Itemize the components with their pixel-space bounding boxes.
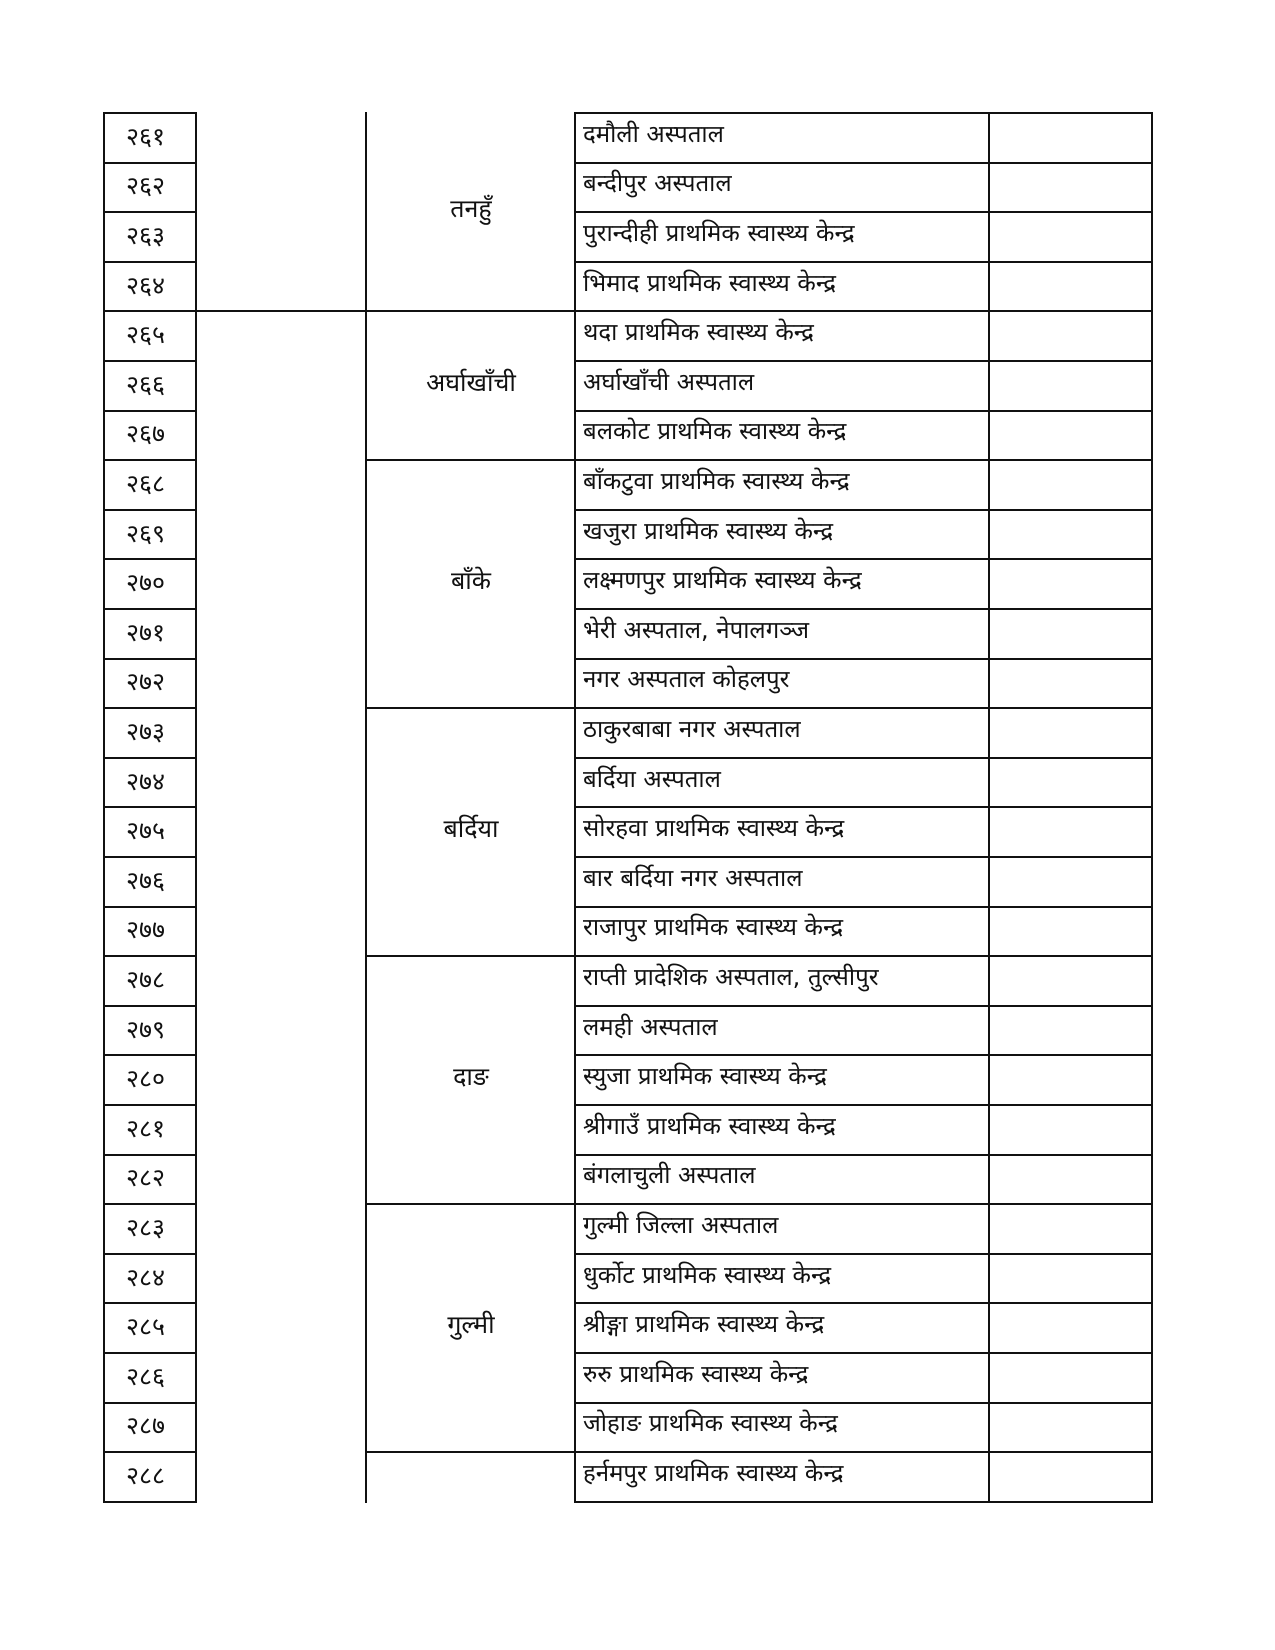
facility-row-divider bbox=[574, 558, 1153, 560]
facility-row-divider bbox=[574, 1501, 1153, 1503]
serial-row-divider bbox=[103, 757, 197, 759]
facility-row-divider bbox=[574, 1402, 1153, 1404]
serial-row-divider bbox=[103, 1451, 197, 1453]
serial-row-divider bbox=[103, 1104, 197, 1106]
serial-number: २७१ bbox=[126, 618, 166, 647]
serial-number: २७३ bbox=[126, 717, 166, 746]
serial-row-divider bbox=[103, 1501, 197, 1503]
facility-row-divider bbox=[574, 410, 1153, 412]
serial-row-divider bbox=[103, 806, 197, 808]
facility-name: भिमाद प्राथमिक स्वास्थ्य केन्द्र bbox=[583, 269, 837, 297]
facility-row-divider bbox=[574, 261, 1153, 263]
serial-number: २६२ bbox=[126, 171, 166, 200]
district-name: बर्दिया bbox=[443, 814, 499, 843]
serial-row-divider bbox=[103, 1154, 197, 1156]
serial-row-divider bbox=[103, 509, 197, 511]
serial-row-divider bbox=[103, 856, 197, 858]
facility-row-divider bbox=[574, 1104, 1153, 1106]
facility-row-divider bbox=[574, 757, 1153, 759]
serial-number: २८० bbox=[126, 1064, 166, 1093]
district-name: दाङ bbox=[453, 1062, 489, 1091]
facility-name: श्रीङ्गा प्राथमिक स्वास्थ्य केन्द्र bbox=[583, 1310, 825, 1338]
facility-name: सोरहवा प्राथमिक स्वास्थ्य केन्द्र bbox=[583, 814, 845, 842]
district-name: बाँके bbox=[451, 566, 491, 595]
facility-name: लक्ष्मणपुर प्राथमिक स्वास्थ्य केन्द्र bbox=[583, 566, 862, 594]
serial-number: २७२ bbox=[126, 667, 166, 696]
facility-row-divider bbox=[574, 806, 1153, 808]
facility-row-divider bbox=[574, 509, 1153, 511]
facility-row-divider bbox=[574, 1253, 1153, 1255]
facility-row-divider bbox=[574, 162, 1153, 164]
serial-row-divider bbox=[103, 112, 197, 114]
facility-name: श्रीगाउँ प्राथमिक स्वास्थ्य केन्द्र bbox=[583, 1112, 836, 1140]
serial-number: २६३ bbox=[126, 221, 166, 250]
serial-number: २६५ bbox=[126, 320, 166, 349]
facility-name: बलकोट प्राथमिक स्वास्थ्य केन्द्र bbox=[583, 417, 847, 445]
facility-row-divider bbox=[574, 1054, 1153, 1056]
facility-row-divider bbox=[574, 1302, 1153, 1304]
facility-name: जोहाङ प्राथमिक स्वास्थ्य केन्द्र bbox=[583, 1409, 838, 1437]
facility-row-divider bbox=[574, 906, 1153, 908]
facility-name: लमही अस्पताल bbox=[583, 1013, 718, 1041]
facility-row-divider bbox=[574, 608, 1153, 610]
serial-number: २६८ bbox=[126, 469, 166, 498]
facility-row-divider bbox=[574, 1203, 1153, 1205]
district-group-divider bbox=[365, 459, 576, 461]
facility-row-divider bbox=[574, 1352, 1153, 1354]
district-group-divider bbox=[365, 707, 576, 709]
serial-number: २८४ bbox=[126, 1263, 166, 1292]
facility-row-divider bbox=[574, 1154, 1153, 1156]
facility-name: बर्दिया अस्पताल bbox=[583, 765, 721, 793]
facility-name: थदा प्राथमिक स्वास्थ्य केन्द्र bbox=[583, 318, 814, 346]
serial-number: २६१ bbox=[126, 122, 166, 151]
facility-name: खजुरा प्राथमिक स्वास्थ्य केन्द्र bbox=[583, 517, 834, 545]
serial-row-divider bbox=[103, 459, 197, 461]
serial-row-divider bbox=[103, 906, 197, 908]
facility-name: रुरु प्राथमिक स्वास्थ्य केन्द्र bbox=[583, 1360, 809, 1388]
facility-name: राप्ती प्रादेशिक अस्पताल, तुल्सीपुर bbox=[583, 963, 879, 991]
serial-row-divider bbox=[103, 410, 197, 412]
facility-name: बार बर्दिया नगर अस्पताल bbox=[583, 864, 803, 892]
serial-number: २८२ bbox=[126, 1163, 166, 1192]
serial-number: २६४ bbox=[126, 271, 166, 300]
facility-row-divider bbox=[574, 360, 1153, 362]
serial-number: २७६ bbox=[126, 866, 166, 895]
serial-row-divider bbox=[103, 162, 197, 164]
facility-row-divider bbox=[574, 658, 1153, 660]
facility-name: बाँकटुवा प्राथमिक स्वास्थ्य केन्द्र bbox=[583, 467, 850, 495]
serial-number: २६७ bbox=[126, 419, 166, 448]
facility-row-divider bbox=[574, 459, 1153, 461]
district-group-divider bbox=[365, 955, 576, 957]
facility-name: ठाकुरबाबा नगर अस्पताल bbox=[583, 715, 801, 743]
facility-name: धुर्कोट प्राथमिक स्वास्थ्य केन्द्र bbox=[583, 1261, 832, 1289]
serial-row-divider bbox=[103, 261, 197, 263]
serial-row-divider bbox=[103, 608, 197, 610]
facility-name: स्युजा प्राथमिक स्वास्थ्य केन्द्र bbox=[583, 1062, 827, 1090]
serial-number: २८१ bbox=[126, 1114, 166, 1143]
serial-row-divider bbox=[103, 1203, 197, 1205]
serial-row-divider bbox=[103, 1005, 197, 1007]
serial-number: २७७ bbox=[126, 915, 166, 944]
serial-number: २६६ bbox=[126, 370, 166, 399]
serial-row-divider bbox=[103, 707, 197, 709]
district-name: अर्घाखाँची bbox=[426, 368, 516, 397]
serial-number: २६९ bbox=[126, 519, 166, 548]
group-divider-left bbox=[195, 310, 367, 312]
serial-row-divider bbox=[103, 658, 197, 660]
facility-name: हर्नमपुर प्राथमिक स्वास्थ्य केन्द्र bbox=[583, 1459, 844, 1487]
facility-row-divider bbox=[574, 1005, 1153, 1007]
facility-name: नगर अस्पताल कोहलपुर bbox=[583, 665, 790, 693]
serial-number: २७० bbox=[126, 568, 166, 597]
facility-row-divider bbox=[574, 707, 1153, 709]
serial-number: २८८ bbox=[126, 1461, 166, 1490]
district-group-divider bbox=[365, 1451, 576, 1453]
facility-row-divider bbox=[574, 211, 1153, 213]
facility-name: गुल्मी जिल्ला अस्पताल bbox=[583, 1211, 779, 1239]
serial-row-divider bbox=[103, 310, 197, 312]
serial-row-divider bbox=[103, 558, 197, 560]
district-group-divider bbox=[365, 1203, 576, 1205]
facility-name: भेरी अस्पताल, नेपालगञ्ज bbox=[583, 616, 810, 644]
serial-row-divider bbox=[103, 1302, 197, 1304]
district-name: तनहुँ bbox=[450, 194, 492, 223]
serial-number: २७८ bbox=[126, 965, 166, 994]
facility-name: बन्दीपुर अस्पताल bbox=[583, 169, 732, 197]
serial-row-divider bbox=[103, 1253, 197, 1255]
serial-row-divider bbox=[103, 1352, 197, 1354]
serial-row-divider bbox=[103, 211, 197, 213]
facility-row-divider bbox=[574, 856, 1153, 858]
serial-number: २८७ bbox=[126, 1411, 166, 1440]
facility-row-divider bbox=[574, 112, 1153, 114]
serial-row-divider bbox=[103, 360, 197, 362]
facility-name: राजापुर प्राथमिक स्वास्थ्य केन्द्र bbox=[583, 913, 844, 941]
serial-number: २८६ bbox=[126, 1362, 166, 1391]
facility-name: दमौली अस्पताल bbox=[583, 120, 724, 148]
serial-number: २७९ bbox=[126, 1015, 166, 1044]
serial-number: २७४ bbox=[126, 767, 166, 796]
facility-row-divider bbox=[574, 955, 1153, 957]
facility-name: अर्घाखाँची अस्पताल bbox=[583, 368, 755, 396]
serial-row-divider bbox=[103, 955, 197, 957]
facility-name: बंगलाचुली अस्पताल bbox=[583, 1161, 756, 1189]
serial-row-divider bbox=[103, 1402, 197, 1404]
facility-row-divider bbox=[574, 310, 1153, 312]
serial-row-divider bbox=[103, 1054, 197, 1056]
facility-name: पुरान्दीही प्राथमिक स्वास्थ्य केन्द्र bbox=[583, 219, 855, 247]
district-column-left-border bbox=[365, 112, 367, 1503]
serial-number: २८३ bbox=[126, 1213, 166, 1242]
district-group-divider bbox=[365, 310, 576, 312]
facility-row-divider bbox=[574, 1451, 1153, 1453]
serial-number: २८५ bbox=[126, 1312, 166, 1341]
serial-number: २७५ bbox=[126, 816, 166, 845]
district-name: गुल्मी bbox=[447, 1310, 495, 1339]
